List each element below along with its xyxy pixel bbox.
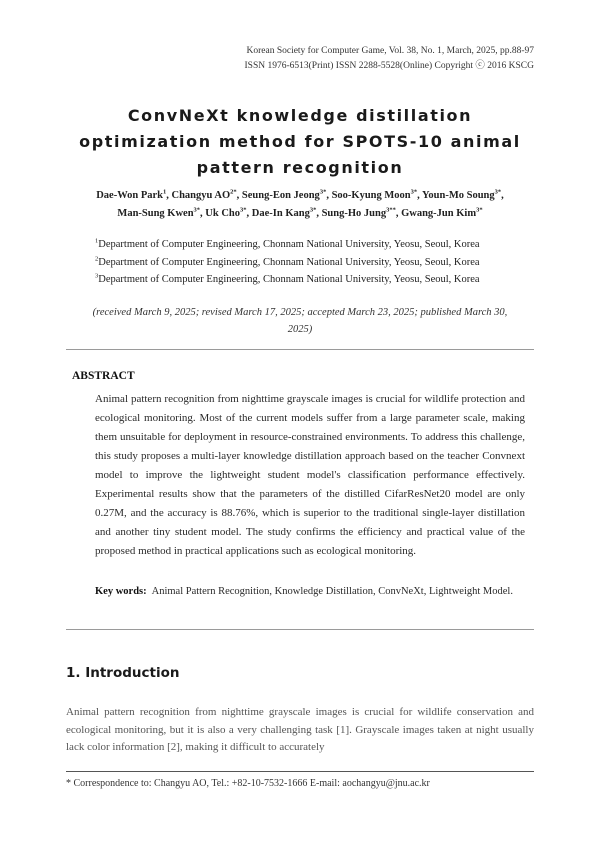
- author-affiliation-mark: 3*: [240, 206, 247, 214]
- affiliation: [95, 236, 515, 254]
- author-name: Soo-Kyung Moon: [331, 190, 411, 201]
- keywords-text: Animal Pattern Recognition, Knowledge Distillation, ConvNeXt, Lightweight Model.: [151, 586, 513, 597]
- author-name: Youn-Mo Soung: [422, 190, 495, 201]
- affiliation-number: 2: [95, 255, 99, 262]
- journal-citation: Korean Society for Computer Game, Vol. 38, No. 1, March, 2025, pp.88-97: [246, 46, 534, 56]
- author: [322, 208, 396, 219]
- introduction-text: Animal pattern recognition from nighttime grayscale images is crucial for wildlife conservation and ecological monitoring, but it is also a very challenging task [1]. Grayscale images taken at night usually lack color information [2], making it difficult to accurately: [66, 706, 534, 753]
- author-affiliation-mark: 3*: [494, 188, 502, 196]
- author: [332, 190, 418, 201]
- footnote-divider: [66, 771, 534, 772]
- author-name: Seung-Eon Jeong: [241, 190, 320, 201]
- affiliation-list: [95, 236, 515, 289]
- author-affiliation-mark: 2*: [230, 188, 237, 196]
- author-list: Dae-Won Park$^1$, Changyu $AO^{2*}$, Seung-Eon Jeong$^{3*}$, Soo-Kyung Moon$^{3*}$, Youn-Mo Soung$^{3*}$, Man-Sung Kwen$^{3*}$, Uk Cho$^{3*}$, Dae-In Kang$^{3*}$, Sung-Ho Jung$^{3**}$, Gwang-Jun Kim$^{3*}$: [96, 188, 504, 219]
- abstract-heading: ABSTRACT: [72, 370, 135, 382]
- paper-title: ConvNeXt knowledge distillation optimization method for SPOTS-10 animal pattern recognition: [79, 106, 521, 177]
- author-name: Sung-Ho Jung: [321, 208, 387, 219]
- affiliation-text: Department of Computer Engineering, Chonnam National University, Yeosu, Seoul, Korea: [98, 274, 480, 285]
- author-affiliation-mark: 3*: [319, 188, 327, 196]
- affiliation-number: 3: [95, 272, 99, 280]
- author-name: Uk Cho: [205, 208, 241, 219]
- author: [422, 190, 501, 201]
- affiliation: [95, 254, 515, 272]
- section-heading-introduction: 1. Introduction: [66, 665, 180, 681]
- affiliation-text: Department of Computer Engineering, Chonnam National University, Yeosu, Seoul, Korea: [98, 256, 480, 268]
- journal-issn: ISSN 1976-6513(Print) ISSN 2288-5528(Online) Copyright ⓒ 2016 KSCG: [244, 61, 534, 71]
- author: [117, 208, 200, 219]
- author-affiliation-mark: 3*: [193, 206, 201, 214]
- keywords-label: Key words:: [95, 586, 147, 597]
- keywords: [95, 584, 515, 600]
- author-affiliation-mark: 3*: [309, 206, 317, 214]
- author-name: Dae-In Kang: [251, 208, 310, 219]
- author-name: Changyu AO: [171, 190, 231, 201]
- divider-top: [66, 349, 534, 350]
- author: [96, 190, 166, 201]
- author-affiliation-mark: 3*: [476, 206, 483, 214]
- author: [205, 208, 246, 219]
- affiliation: [95, 271, 515, 289]
- author: [252, 208, 317, 219]
- affiliation-number: 1: [95, 237, 99, 245]
- author-affiliation-mark: 3**: [386, 206, 396, 214]
- abstract-text: Animal pattern recognition from nighttime grayscale images is crucial for wildlife protection and ecological monitoring. Most of the current models suffer from a large parameter scale, making them unsuitable for deployment in resource-constrained environments. To address this challenge, this study proposes a multi-layer knowledge distillation approach based on the teacher Convnext model to improve the lightweight student model's classification performance effectively. Experimental results show that the parameters of the distilled CifarResNet20 model are only 0.27M, and the accuracy is 88.76%, which is superior to the traditional single-layer distillation and another tiny student model. The study confirms the efficiency and practical value of the proposed method in practical applications such as ecological monitoring.: [95, 393, 525, 557]
- author: [242, 190, 326, 201]
- author: [172, 190, 237, 201]
- author-name: Man-Sung Kwen: [117, 208, 194, 219]
- author-affiliation-mark: 1: [163, 188, 167, 196]
- author-name: Gwang-Jun Kim: [401, 208, 477, 219]
- publication-dates: (received March 9, 2025; revised March 17, 2025; accepted March 23, 2025; published March 30, 2025): [92, 307, 508, 335]
- affiliation-text: Department of Computer Engineering, Chonnam National University, Yeosu, Seoul, Korea: [98, 239, 480, 250]
- author-name: Dae-Won Park: [96, 190, 163, 201]
- author-affiliation-mark: 3*: [410, 188, 418, 196]
- divider-bottom: [66, 629, 534, 630]
- correspondence-footnote: * Correspondence to: Changyu AO, Tel.: +82-10-7532-1666 E-mail: aochangyu@jnu.ac.kr: [66, 778, 430, 789]
- journal-header: [14, 44, 534, 74]
- author: [401, 208, 482, 219]
